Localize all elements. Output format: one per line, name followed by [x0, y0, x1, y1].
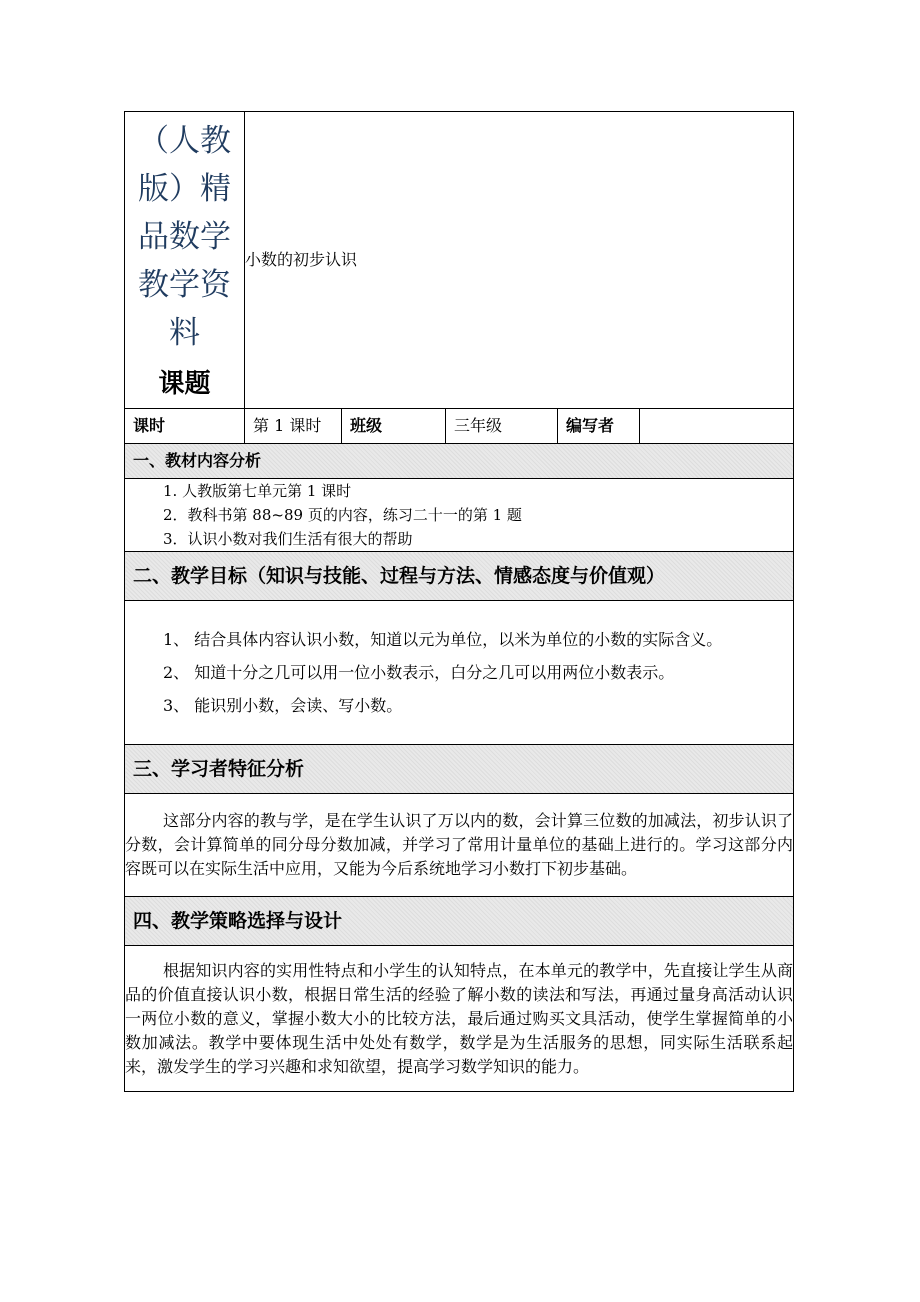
brand-title: （人教版）精品数学教学资料	[138, 123, 231, 351]
strategy-body	[125, 946, 794, 1092]
strategy-header-row	[125, 897, 794, 946]
class-label: 班级	[342, 409, 446, 444]
meta-row	[125, 409, 794, 444]
content-analysis-header-row	[125, 444, 794, 479]
title-row	[125, 112, 794, 409]
period-label: 课时	[125, 409, 245, 444]
author-label: 编写者	[558, 409, 640, 444]
strategy-heading: 四、教学策略选择与设计	[125, 897, 794, 946]
teaching-goal-item: 1、 结合具体内容认识小数，知道以元为单位，以米为单位的小数的实际含义。	[163, 630, 723, 649]
class-value: 三年级	[446, 409, 558, 444]
teaching-goal-item: 3、 能识别小数，会读、写小数。	[163, 696, 403, 715]
content-analysis-body	[125, 479, 794, 552]
title-label-cell	[125, 112, 245, 409]
teaching-goals-body	[125, 601, 794, 745]
topic-value: 小数的初步认识	[245, 112, 794, 409]
content-analysis-item: 2．教科书第 88~89 页的内容，练习二十一的第 1 题	[163, 506, 522, 524]
content-analysis-item: 1. 人教版第七单元第 1 课时	[163, 482, 352, 500]
teaching-goals-header-row	[125, 552, 794, 601]
content-analysis-body-row	[125, 479, 794, 552]
strategy-body-row	[125, 946, 794, 1092]
learner-analysis-body-row	[125, 794, 794, 897]
learner-analysis-heading: 三、学习者特征分析	[125, 745, 794, 794]
author-value	[640, 409, 794, 444]
learner-analysis-text: 这部分内容的教与学，是在学生认识了万以内的数，会计算三位数的加减法，初步认识了分数，会计算简单的同分母分数加减，并学习了常用计量单位的基础上进行的。学习这部分内容既可以在实际生活中应用，又能为今后系统地学习小数打下初步基础。	[125, 811, 794, 878]
period-value: 第 1 课时	[245, 409, 342, 444]
content-analysis-item: 3．认识小数对我们生活有很大的帮助	[163, 530, 413, 548]
lesson-plan-table	[124, 111, 794, 1092]
topic-label: 课题	[158, 369, 211, 399]
content-analysis-heading: 一、教材内容分析	[125, 444, 794, 479]
teaching-goals-body-row	[125, 601, 794, 745]
learner-analysis-header-row	[125, 745, 794, 794]
teaching-goals-heading: 二、教学目标（知识与技能、过程与方法、情感态度与价值观）	[125, 552, 794, 601]
learner-analysis-body	[125, 794, 794, 897]
teaching-goal-item: 2、 知道十分之几可以用一位小数表示，白分之几可以用两位小数表示。	[163, 663, 675, 682]
strategy-text: 根据知识内容的实用性特点和小学生的认知特点，在本单元的教学中，先直接让学生从商品的价值直接认识小数，根据日常生活的经验了解小数的读法和写法，再通过量身高活动认识一两位小数的意义，掌握小数大小的比较方法，最后通过购买文具活动，使学生掌握简单的小数加减法。教学中要体现生活中处处有数学，数学是为生活服务的思想，同实际生活联系起来，激发学生的学习兴趣和求知欲望，提高学习数学知识的能力。	[125, 960, 794, 1076]
